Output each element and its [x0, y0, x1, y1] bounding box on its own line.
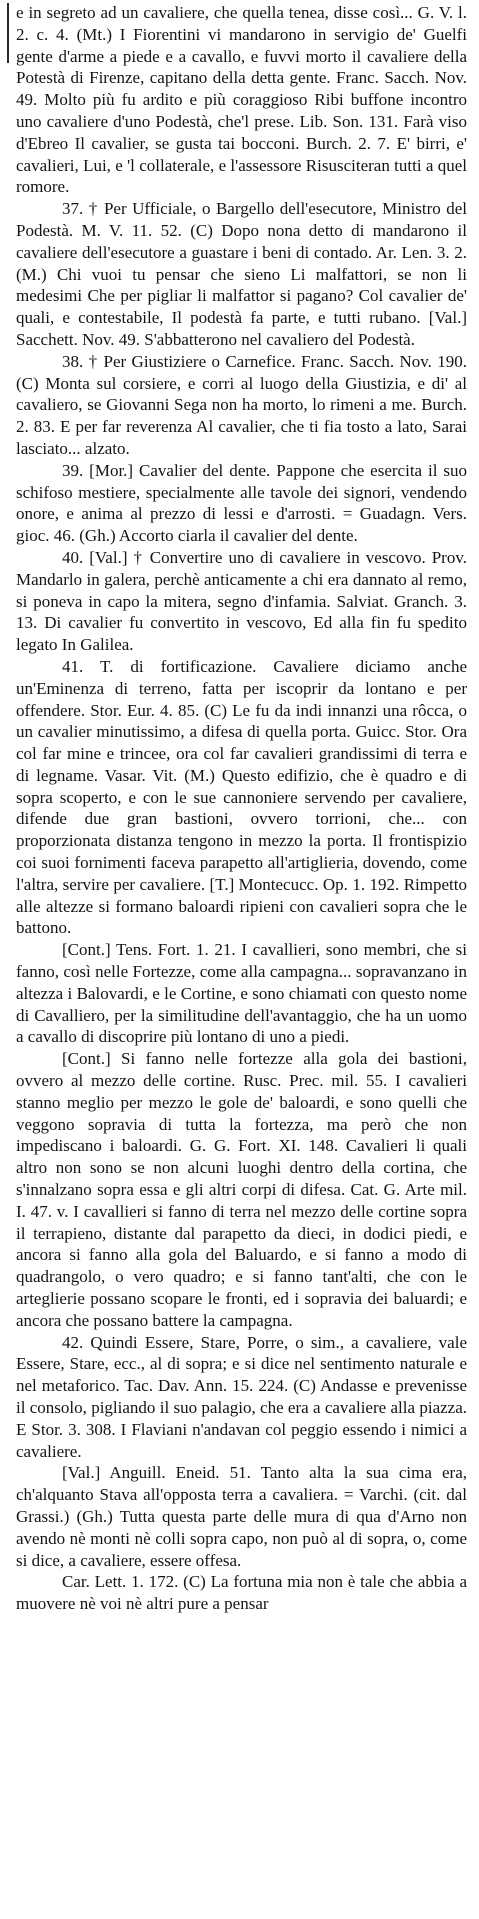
sense-39: 39. [Mor.] Cavalier del dente. Pappone che esercita il suo schifoso mestiere, specialmente alle tavole dei signori, vendendo onore, e anima al prezzo di lessi e d'arrosti. = Guadagn. Vers. gioc. 46. (Gh.) Accorto ciarla il cavalier del dente. — [16, 460, 467, 546]
sense-38: 38. † Per Giustiziere o Carnefice. Franc. Sacch. Nov. 190. (C) Monta sul corsiere, e corri al luogo della Giustizia, e di' al cavaliero, se Giovanni Sega non ha morto, lo rimeni a me. Burch. 2. 83. E per far reverenza Al cavalier, che ti fia tosto a lato, Sarai lasciato... alzato. — [16, 351, 467, 458]
sense-42: 42. Quindi Essere, Stare, Porre, o sim., a cavaliere, vale Essere, Stare, ecc., al di sopra; e si dice nel sentimento naturale e nel metaforico. Tac. Dav. Ann. 15. 224. (C) Andasse e prevenisse il consolo, pigliando il suo palagio, che era a cavaliere alla piazza. E Stor. 3. 308. I Flaviani n'andavan col peggio essendo i nimici a cavaliere. — [16, 1332, 467, 1461]
sense-41-cont-1: [Cont.] Tens. Fort. 1. 21. I cavallieri, sono membri, che si fanno, così nelle Fortezze, come alla campagna... sopravanzano in altezza i Balovardi, e le Cortine, e sono chiamati con questo nome di Cavalliero, per la similitudine dell'avantaggio, che ha un uomo a cavallo di discoprire più lontano di uno a piedi. — [16, 940, 467, 1047]
margin-rule — [7, 3, 9, 63]
entry-continuation: e in segreto ad un cavaliere, che quella tenea, disse così... G. V. l. 2. c. 4. (Mt.) I Fiorentini vi mandarono in servigio de' Guelfi gente d'arme a piede e a cavallo, e fuvvi morto il cavaliere della Potestà di Firenze, capitano della detta gente. Franc. Sacch. Nov. 49. Molto più fu ardito e più coraggioso Ribi buffone incontro uno cavaliere d'uno Podestà, che'l prese. Lib. Son. 131. Farà viso d'Ebreo Il cavalier, se gusta tai bocconi. Burch. 2. 7. E' birri, e' cavalieri, Lui, e 'l collaterale, e l'assessore Risusciteran tutti a quel romore. — [16, 3, 467, 197]
sense-42-val: [Val.] Anguill. Eneid. 51. Tanto alta la sua cima era, ch'alquanto Stava all'opposta terra a cavaliera. = Varchi. (cit. dal Grassi.) (Gh.) Tutta questa parte delle mura di qua d'Arno non avendo nè monti nè colli sopra capo, non può al di sopra, o, come si dice, a cavaliere, essere offesa. — [16, 1463, 467, 1570]
sense-41: 41. T. di fortificazione. Cavaliere diciamo anche un'Eminenza di terreno, fatta per iscoprir da lontano e per offendere. Stor. Eur. 4. 85. (C) Le fu da indi innanzi una rôcca, o un cavalier minutissimo, a difesa di quella porta. Guicc. Stor. Ora col far mine e trincee, ora col far cavalieri grandissimi di terra e di legname. Vasar. Vit. (M.) Questo edifizio, che è quadro e di sopra scoperto, e con le sue cannoniere servendo per cavaliere, difende due gran bastioni, ovvero torrioni, che... con proporzionata distanza tengono in mezzo la porta. Il frontispizio coi suoi fornimenti faceva parapetto all'artiglieria, dovendo, come l'altra, servire per cavaliere. [T.] Montecucc. Op. 1. 192. Rimpetto alle altezze si formano baloardi ripieni con cavalieri sopra che le battono. — [16, 656, 467, 938]
sense-37: 37. † Per Ufficiale, o Bargello dell'esecutore, Ministro del Podestà. M. V. 11. 52. (C) Dopo nona detto di mandarono il cavaliere dell'esecutore a guastare i beni di contado. Ar. Len. 3. 2. (M.) Chi vuoi tu pensar che sieno Li malfattori, se non li medesimi Che per pigliar li malfattor si pagano? Col cavalier de' quali, e contestabile, Il podestà fa parte, e tutti rubano. [Val.] Sacchett. Nov. 49. S'abbatterono nel cavaliero del Podestà. — [16, 199, 467, 349]
sense-41-cont-2: [Cont.] Si fanno nelle fortezze alla gola dei bastioni, ovvero al mezzo delle cortine. Rusc. Prec. mil. 55. I cavalieri stanno meglio per mezzo le gole de' baloardi, e sono quelli che veggono sopravia di tutta la fortezza, ma però che non impediscano i baloardi. G. G. Fort. XI. 148. Cavalieri li quali altro non sono se non alcuni luoghi dentro della cortina, che s'innalzano sopra essa e gli altri corpi di difesa. Cat. G. Arte mil. I. 47. v. I cavallieri si fanno di terra nel mezzo delle cortine sopra il terrapieno, distante dal parapetto da dieci, in dodici piedi, e ancora si fanno alla gola del Baluardo, e si fanno a modo di quadrangolo, o vero quadro; e si fanno tant'alti, che con le arteglierie possano scoparе le fronti, ed i sopravia dei baluardi; e ancora che possano battere la campagna. — [16, 1049, 467, 1330]
sense-40: 40. [Val.] † Convertire uno di cavaliere in vescovo. Prov. Mandarlo in galera, perchè anticamente a chi era dannato al remo, si poneva in capo la mitera, segno d'infamia. Salviat. Granch. 3. 13. Di cavalier fu convertito in vescovo, Ed alla fin fu spedito legato In Galilea. — [16, 547, 467, 655]
sense-42-car: Car. Lett. 1. 172. (C) La fortuna mia non è tale che abbia a muovere nè voi nè altri pure a pensar — [16, 1572, 467, 1614]
